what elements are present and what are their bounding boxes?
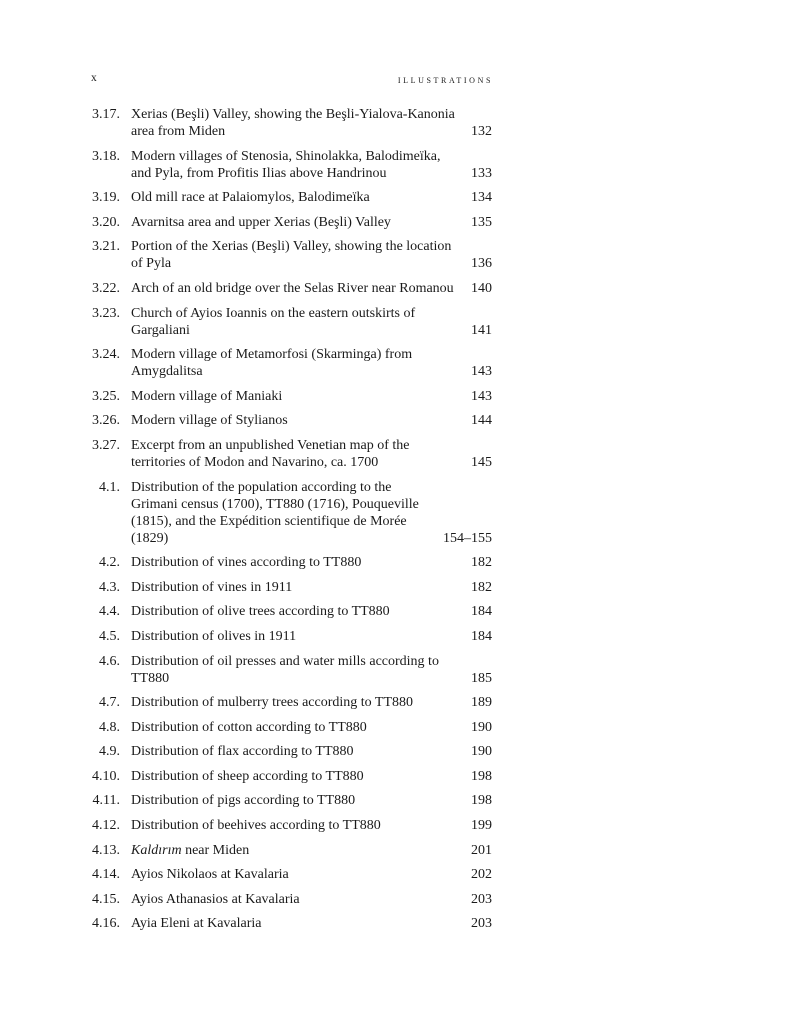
list-item [0, 214, 792, 231]
list-item [0, 628, 792, 645]
page-number: 133 [471, 165, 492, 181]
figure-caption: Distribution of vines in 1911 [131, 579, 293, 595]
page-number: 203 [471, 916, 492, 932]
illustration-list [0, 106, 792, 940]
page-number: 189 [471, 695, 492, 711]
page-number: 182 [471, 579, 492, 595]
figure-caption: Distribution of vines according to TT880 [131, 555, 362, 571]
list-item [0, 280, 792, 297]
page-number: 202 [471, 867, 492, 883]
list-item [0, 148, 792, 182]
figure-number: 3.17. [92, 107, 120, 122]
figure-number: 3.18. [92, 148, 120, 164]
running-head: illustrations [397, 72, 493, 86]
figure-caption: Distribution of oil presses and water mills according to TT880 [131, 653, 439, 686]
page-number: 154–155 [443, 530, 492, 546]
figure-number: 4.2. [99, 555, 120, 571]
figure-caption: Distribution of olives in 1911 [131, 628, 297, 644]
figure-number: 3.23. [92, 305, 120, 321]
figure-number: 4.15. [92, 891, 120, 907]
page-number: 132 [471, 124, 492, 139]
figure-number: 4.16. [92, 916, 120, 932]
figure-number: 3.25. [92, 388, 120, 404]
list-item [0, 891, 792, 908]
figure-number: 4.1. [99, 479, 120, 495]
figure-number: 3.27. [92, 437, 120, 453]
list-item [0, 792, 792, 809]
list-item [0, 412, 792, 429]
figure-caption: Distribution of sheep according to TT880 [131, 768, 364, 784]
figure-caption: Avarnitsa area and upper Xerias (Beşli) Valley [131, 214, 391, 230]
figure-number: 4.7. [99, 695, 120, 711]
page-number: 182 [471, 555, 492, 571]
page-number: 184 [471, 604, 492, 620]
list-item [0, 479, 792, 547]
page-number: 199 [471, 818, 492, 834]
page-number: 185 [471, 670, 492, 686]
list-item [0, 603, 792, 620]
figure-caption: Old mill race at Palaiomylos, Balodimeïka [131, 190, 370, 206]
list-item [0, 388, 792, 405]
figure-caption: Distribution of flax according to TT880 [131, 744, 354, 760]
figure-number: 4.9. [99, 744, 120, 760]
page-number: 143 [471, 388, 492, 404]
figure-number: 4.4. [99, 604, 120, 620]
list-item [0, 866, 792, 883]
figure-caption: Distribution of olive trees according to TT880 [131, 604, 390, 620]
figure-number: 4.12. [92, 818, 120, 834]
list-item [0, 719, 792, 736]
list-item [0, 305, 792, 339]
page-number: 184 [471, 628, 492, 644]
page-number: 136 [471, 256, 492, 272]
figure-number: 3.26. [92, 413, 120, 429]
figure-number: 4.13. [92, 842, 120, 858]
figure-number: 4.10. [92, 768, 120, 784]
page-number: 143 [471, 364, 492, 380]
list-item [0, 915, 792, 932]
caption-text: near Miden [181, 842, 250, 858]
page-number: 198 [471, 793, 492, 809]
figure-caption: Ayios Nikolaos at Kavalaria [131, 867, 289, 883]
figure-caption: Portion of the Xerias (Beşli) Valley, showing the location of Pyla [131, 239, 452, 272]
figure-caption: Arch of an old bridge over the Selas River near Romanou [131, 280, 454, 296]
figure-number: 3.21. [92, 239, 120, 255]
figure-caption: Ayios Athanasios at Kavalaria [131, 891, 300, 907]
figure-number: 3.24. [92, 347, 120, 363]
page-number: 190 [471, 719, 492, 735]
figure-number: 4.3. [99, 579, 120, 595]
page-number: 201 [471, 842, 492, 858]
list-item [0, 694, 792, 711]
figure-caption: Modern village of Stylianos [131, 413, 288, 429]
figure-caption: Excerpt from an unpublished Venetian map of the territories of Modon and Navarino, ca. 1700 [131, 437, 410, 470]
list-item [0, 817, 792, 834]
figure-caption: Distribution of mulberry trees according to TT880 [131, 695, 414, 711]
list-item [0, 106, 792, 140]
page-number: 203 [471, 891, 492, 907]
figure-caption: Modern village of Metamorfosi (Skarminga) from Amygdalitsa [131, 347, 413, 380]
figure-number: 3.22. [92, 280, 120, 296]
caption-italic-term: Kaldırım [131, 842, 182, 858]
figure-number: 4.11. [92, 793, 120, 809]
figure-number: 4.14. [92, 867, 120, 883]
page-number: 141 [471, 322, 492, 338]
figure-number: 4.6. [99, 653, 120, 669]
page-number: 144 [471, 413, 492, 429]
figure-number: 4.8. [99, 719, 120, 735]
list-item [0, 768, 792, 785]
list-item [0, 842, 792, 859]
page-number: 140 [471, 280, 492, 296]
page-number: 145 [471, 454, 492, 470]
list-item [0, 554, 792, 571]
list-item [0, 238, 792, 272]
page-number: 134 [471, 190, 492, 206]
figure-number: 3.19. [92, 190, 120, 206]
figure-caption: Distribution of cotton according to TT880 [131, 719, 367, 735]
list-item [0, 437, 792, 471]
figure-caption: Ayia Eleni at Kavalaria [131, 916, 262, 932]
figure-number: 3.20. [92, 214, 120, 230]
list-item [0, 346, 792, 380]
figure-number: 4.5. [99, 628, 120, 644]
page-number: 135 [471, 214, 492, 230]
figure-caption: Modern village of Maniaki [131, 388, 283, 404]
list-item [0, 579, 792, 596]
figure-caption: Xerias (Beşli) Valley, showing the Beşli-Yialova-Kanonia area from Miden [131, 107, 455, 139]
figure-caption: Distribution of beehives according to TT880 [131, 818, 381, 834]
figure-caption: Distribution of the population according to the Grimani census (1700), TT880 (1716), Pouqueville (1815), and the Expédition scientifique de Morée (1829) [131, 479, 419, 546]
list-item [0, 189, 792, 206]
figure-caption: Church of Ayios Ioannis on the eastern outskirts of Gargaliani [131, 305, 416, 338]
list-item [0, 743, 792, 760]
list-item [0, 653, 792, 687]
figure-caption: Distribution of pigs according to TT880 [131, 793, 356, 809]
page-number: 198 [471, 768, 492, 784]
page-folio: x [91, 72, 98, 84]
figure-caption [131, 842, 461, 859]
figure-caption: Modern villages of Stenosia, Shinolakka, Balodimeïka, and Pyla, from Profitis Ilias above Handrinou [131, 148, 441, 181]
page-header [91, 72, 493, 88]
page-number: 190 [471, 744, 492, 760]
